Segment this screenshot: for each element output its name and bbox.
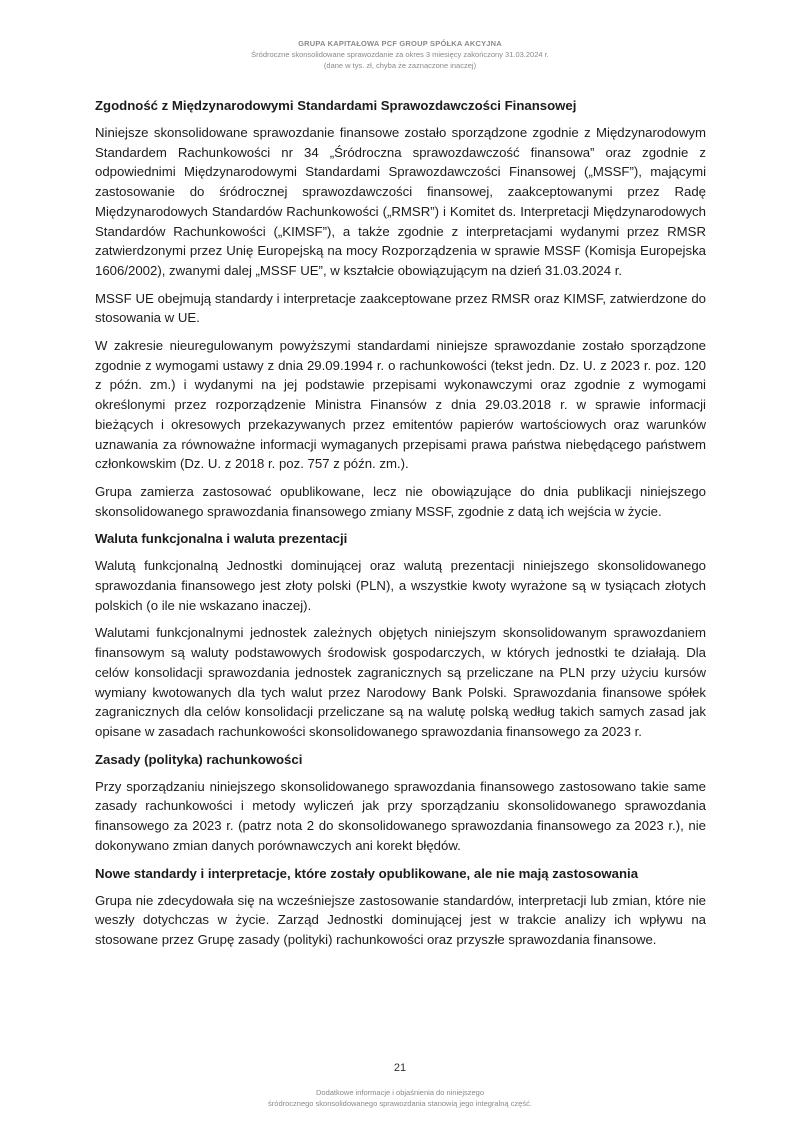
paragraph-accounting-policy-1: Przy sporządzaniu niniejszego skonsolidowanego sprawozdania finansowego zastosowano takie same zasady rachunkowości i metody wyliczeń jak przy sporządzaniu skonsolidowanego sprawozdania finansowego za 2023 r. (patrz nota 2 do skonsolidowanego sprawozdania finansowego za 2023 r.), nie dokonywano zmian danych porównawczych ani korekt błędów. — [95, 778, 706, 853]
document-body — [95, 96, 706, 958]
footer-line-1: Dodatkowe informacje i objaśnienia do niniejszego — [315, 1088, 485, 1097]
heading-compliance: Zgodność z Międzynarodowymi Standardami Sprawozdawczości Finansowej — [95, 98, 577, 113]
heading-currency: Waluta funkcjonalna i waluta prezentacji — [95, 531, 348, 547]
page-header — [0, 38, 800, 71]
page-number: 21 — [393, 1062, 407, 1074]
heading-new-standards: Nowe standardy i interpretacje, które zostały opublikowane, ale nie mają zastosowania — [95, 865, 639, 881]
paragraph-currency-2: Walutami funkcjonalnymi jednostek zależnych objętych niniejszym skonsolidowanym sprawozdaniem finansowym są waluty podstawowych środowisk gospodarczych, w których jednostki te działają. Dla celów konsolidacji sprawozdania jednostek zagranicznych są przeliczane na PLN przy użyciu kursów wymiany kwotowanych dla tych walut przez Narodowy Bank Polski. Sprawozdania finansowe spółek zagranicznych dla celów konsolidacji przeliczane są na walutę polską według takich samych zasad jak opisane w zasadach rachunkowości skonsolidowanego sprawozdania finansowego za 2023 r. — [95, 625, 706, 739]
paragraph-compliance-4: Grupa zamierza zastosować opublikowane, lecz nie obowiązujące do dnia publikacji niniejszego skonsolidowanego sprawozdania finansowego zmiany MSSF, zgodnie z datą ich wejścia w życie. — [95, 483, 706, 519]
paragraph-compliance-3: W zakresie nieuregulowanym powyższymi standardami niniejsze sprawozdanie zostało sporządzone zgodnie z wymogami ustawy z dnia 29.09.1994 r. o rachunkowości (tekst jedn. Dz. U. z 2023 r. poz. 120 z późn. zm.) i wydanymi na jej podstawie przepisami wykonawczymi oraz zgodnie z wymogami określonymi przez rozporządzenie Ministra Finansów z dnia 29.03.2018 r. w sprawie informacji bieżących i okresowych przekazywanych przez emitentów papierów wartościowych oraz warunków uznawania za równoważne informacji wymaganych przepisami prawa państwa niebędącego państwem członkowskim (Dz. U. z 2018 r. poz. 757 z późn. zm.). — [95, 338, 706, 472]
header-units-note: (dane w tys. zł, chyba że zaznaczone inaczej) — [323, 61, 477, 70]
paragraph-compliance-1: Niniejsze skonsolidowane sprawozdanie finansowe zostało sporządzone zgodnie z Międzynarodowym Standardem Rachunkowości nr 34 „Śródroczna sprawozdawczość finansowa” oraz zgodnie z odpowiednimi Międzynarodowymi Standardami Sprawozdawczości Finansowej („MSSF”), mającymi zastosowanie do śródrocznej sprawozdawczości finansowej, zaakceptowanymi przez Radę Międzynarodowych Standardów Rachunkowości („RMSR”) i Komitet ds. Interpretacji Międzynarodowych Standardów Rachunkowości („KIMSF”), a także zgodnie z interpretacjami wydanymi przez RMSR zatwierdzonymi przez Unię Europejską na mocy Rozporządzenia w sprawie MSSF (Komisja Europejska 1606/2002), zwanymi dalej „MSSF UE”, w kształcie obowiązującym na dzień 31.03.2024 r. — [95, 125, 706, 278]
paragraph-currency-1: Walutą funkcjonalną Jednostki dominującej oraz walutą prezentacji niniejszego skonsolidowanego sprawozdania finansowego jest złoty polski (PLN), a wszystkie kwoty wyrażone są w tysiącach złotych polskich (o ile nie wskazano inaczej). — [95, 558, 706, 613]
heading-accounting-policy: Zasady (polityka) rachunkowości — [95, 751, 303, 767]
paragraph-compliance-2: MSSF UE obejmują standardy i interpretacje zaakceptowane przez RMSR oraz KIMSF, zatwierdzone do stosowania w UE. — [95, 290, 706, 326]
paragraph-new-standards-1: Grupa nie zdecydowała się na wcześniejsze zastosowanie standardów, interpretacji lub zmian, które nie weszły dotychczas w życie. Zarząd Jednostki dominującej jest w trakcie analizy ich wpływu na stosowane przez Grupę zasady (polityki) rachunkowości oraz przyszłe sprawozdania finansowe. — [95, 892, 706, 947]
header-company: GRUPA KAPITAŁOWA PCF GROUP SPÓŁKA AKCYJNA — [298, 39, 502, 48]
footer-line-2: śródrocznego skonsolidowanego sprawozdania stanowią jego integralną część. — [268, 1099, 532, 1108]
header-report-title: Śródroczne skonsolidowane sprawozdanie za okres 3 miesięcy zakończony 31.03.2024 r. — [251, 50, 549, 59]
page-footer — [0, 1087, 800, 1109]
